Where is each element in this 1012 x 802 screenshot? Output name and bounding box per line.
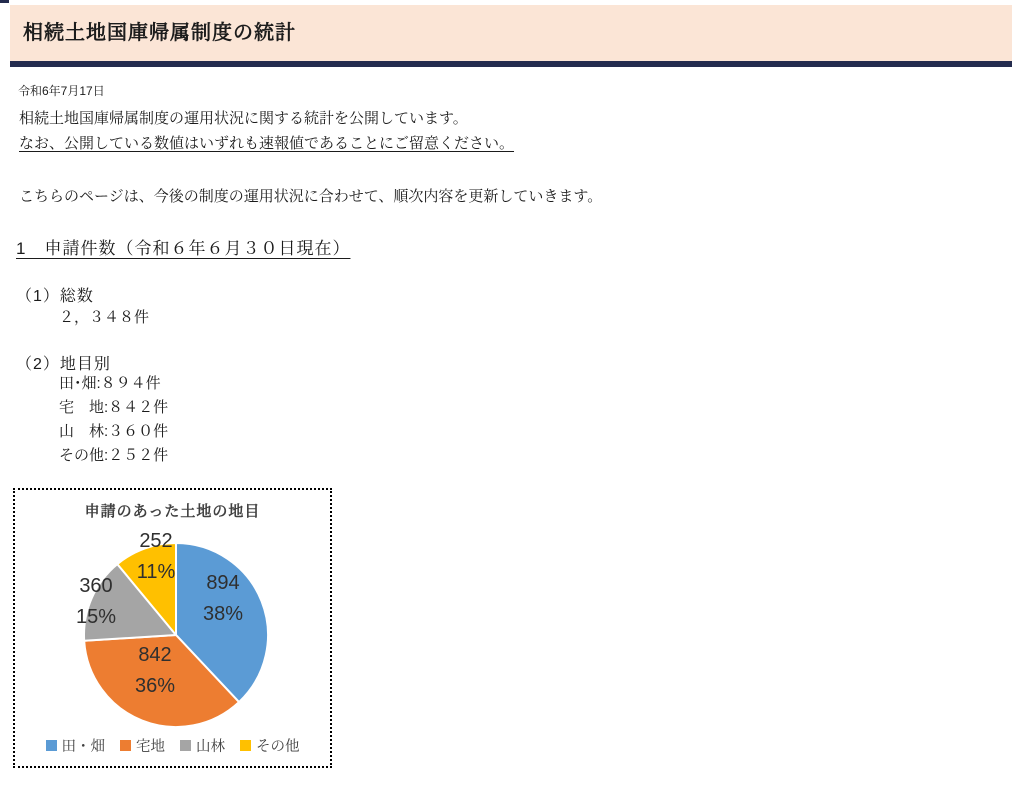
section1-heading: 1 申請件数（令和６年６月３０日現在） <box>16 239 351 258</box>
total-applications-value: ２，３４８件 <box>59 309 150 326</box>
slice-label-sonota <box>108 526 204 588</box>
intro-paragraph <box>19 106 514 156</box>
slice-value: 894 <box>206 572 240 594</box>
slice-percent: 11% <box>136 561 176 583</box>
window-edge-artifact <box>0 0 9 3</box>
slice-label-takuchi <box>107 640 203 702</box>
breakdown-item-tahata: 田･畑:８９４件 <box>59 375 161 392</box>
breakdown-item-sanrin: 山 林:３６０件 <box>59 423 169 440</box>
page-title: 相続土地国庫帰属制度の統計 <box>23 22 296 44</box>
update-note: こちらのページは、今後の制度の運用状況に合わせて、順次内容を更新していきます。 <box>19 188 603 205</box>
slice-percent: 38% <box>202 603 244 625</box>
pie-chart-canvas <box>15 490 330 766</box>
subsection1-label: （1）総数 <box>16 288 94 305</box>
legend-swatch-icon <box>240 740 251 751</box>
legend-swatch-icon <box>180 740 191 751</box>
breakdown-item-takuchi: 宅 地:８４２件 <box>59 399 169 416</box>
intro-line1: 相続土地国庫帰属制度の運用状況に関する統計を公開しています。 <box>19 110 468 127</box>
legend-swatch-icon <box>46 740 57 751</box>
slice-percent: 36% <box>134 675 176 697</box>
legend-item-takuchi <box>120 735 165 756</box>
subsection2-label: （2）地目別 <box>16 356 111 373</box>
slice-value: 842 <box>138 644 172 666</box>
legend-label: 宅地 <box>136 739 165 755</box>
legend-item-sanrin <box>180 735 225 756</box>
publish-date: 令和6年7月17日 <box>18 84 105 98</box>
pie-chart-figure <box>13 488 332 768</box>
chart-legend <box>15 735 330 756</box>
legend-label: 田・畑 <box>61 739 105 755</box>
land-category-breakdown <box>59 372 168 468</box>
chart-title: 申請のあった土地の地目 <box>84 503 261 520</box>
slice-value: 252 <box>139 530 173 552</box>
legend-item-tahata <box>46 735 106 756</box>
breakdown-item-sonota: その他:２５２件 <box>59 447 169 464</box>
slice-value: 360 <box>79 575 113 597</box>
page-header <box>10 5 1012 67</box>
legend-swatch-icon <box>120 740 131 751</box>
slice-percent: 15% <box>75 606 117 628</box>
intro-line2-underlined: なお、公開している数値はいずれも速報値であることにご留意ください。 <box>19 135 515 152</box>
legend-label: 山林 <box>196 739 225 755</box>
legend-item-sonota <box>240 735 300 756</box>
legend-label: その他 <box>256 739 300 755</box>
